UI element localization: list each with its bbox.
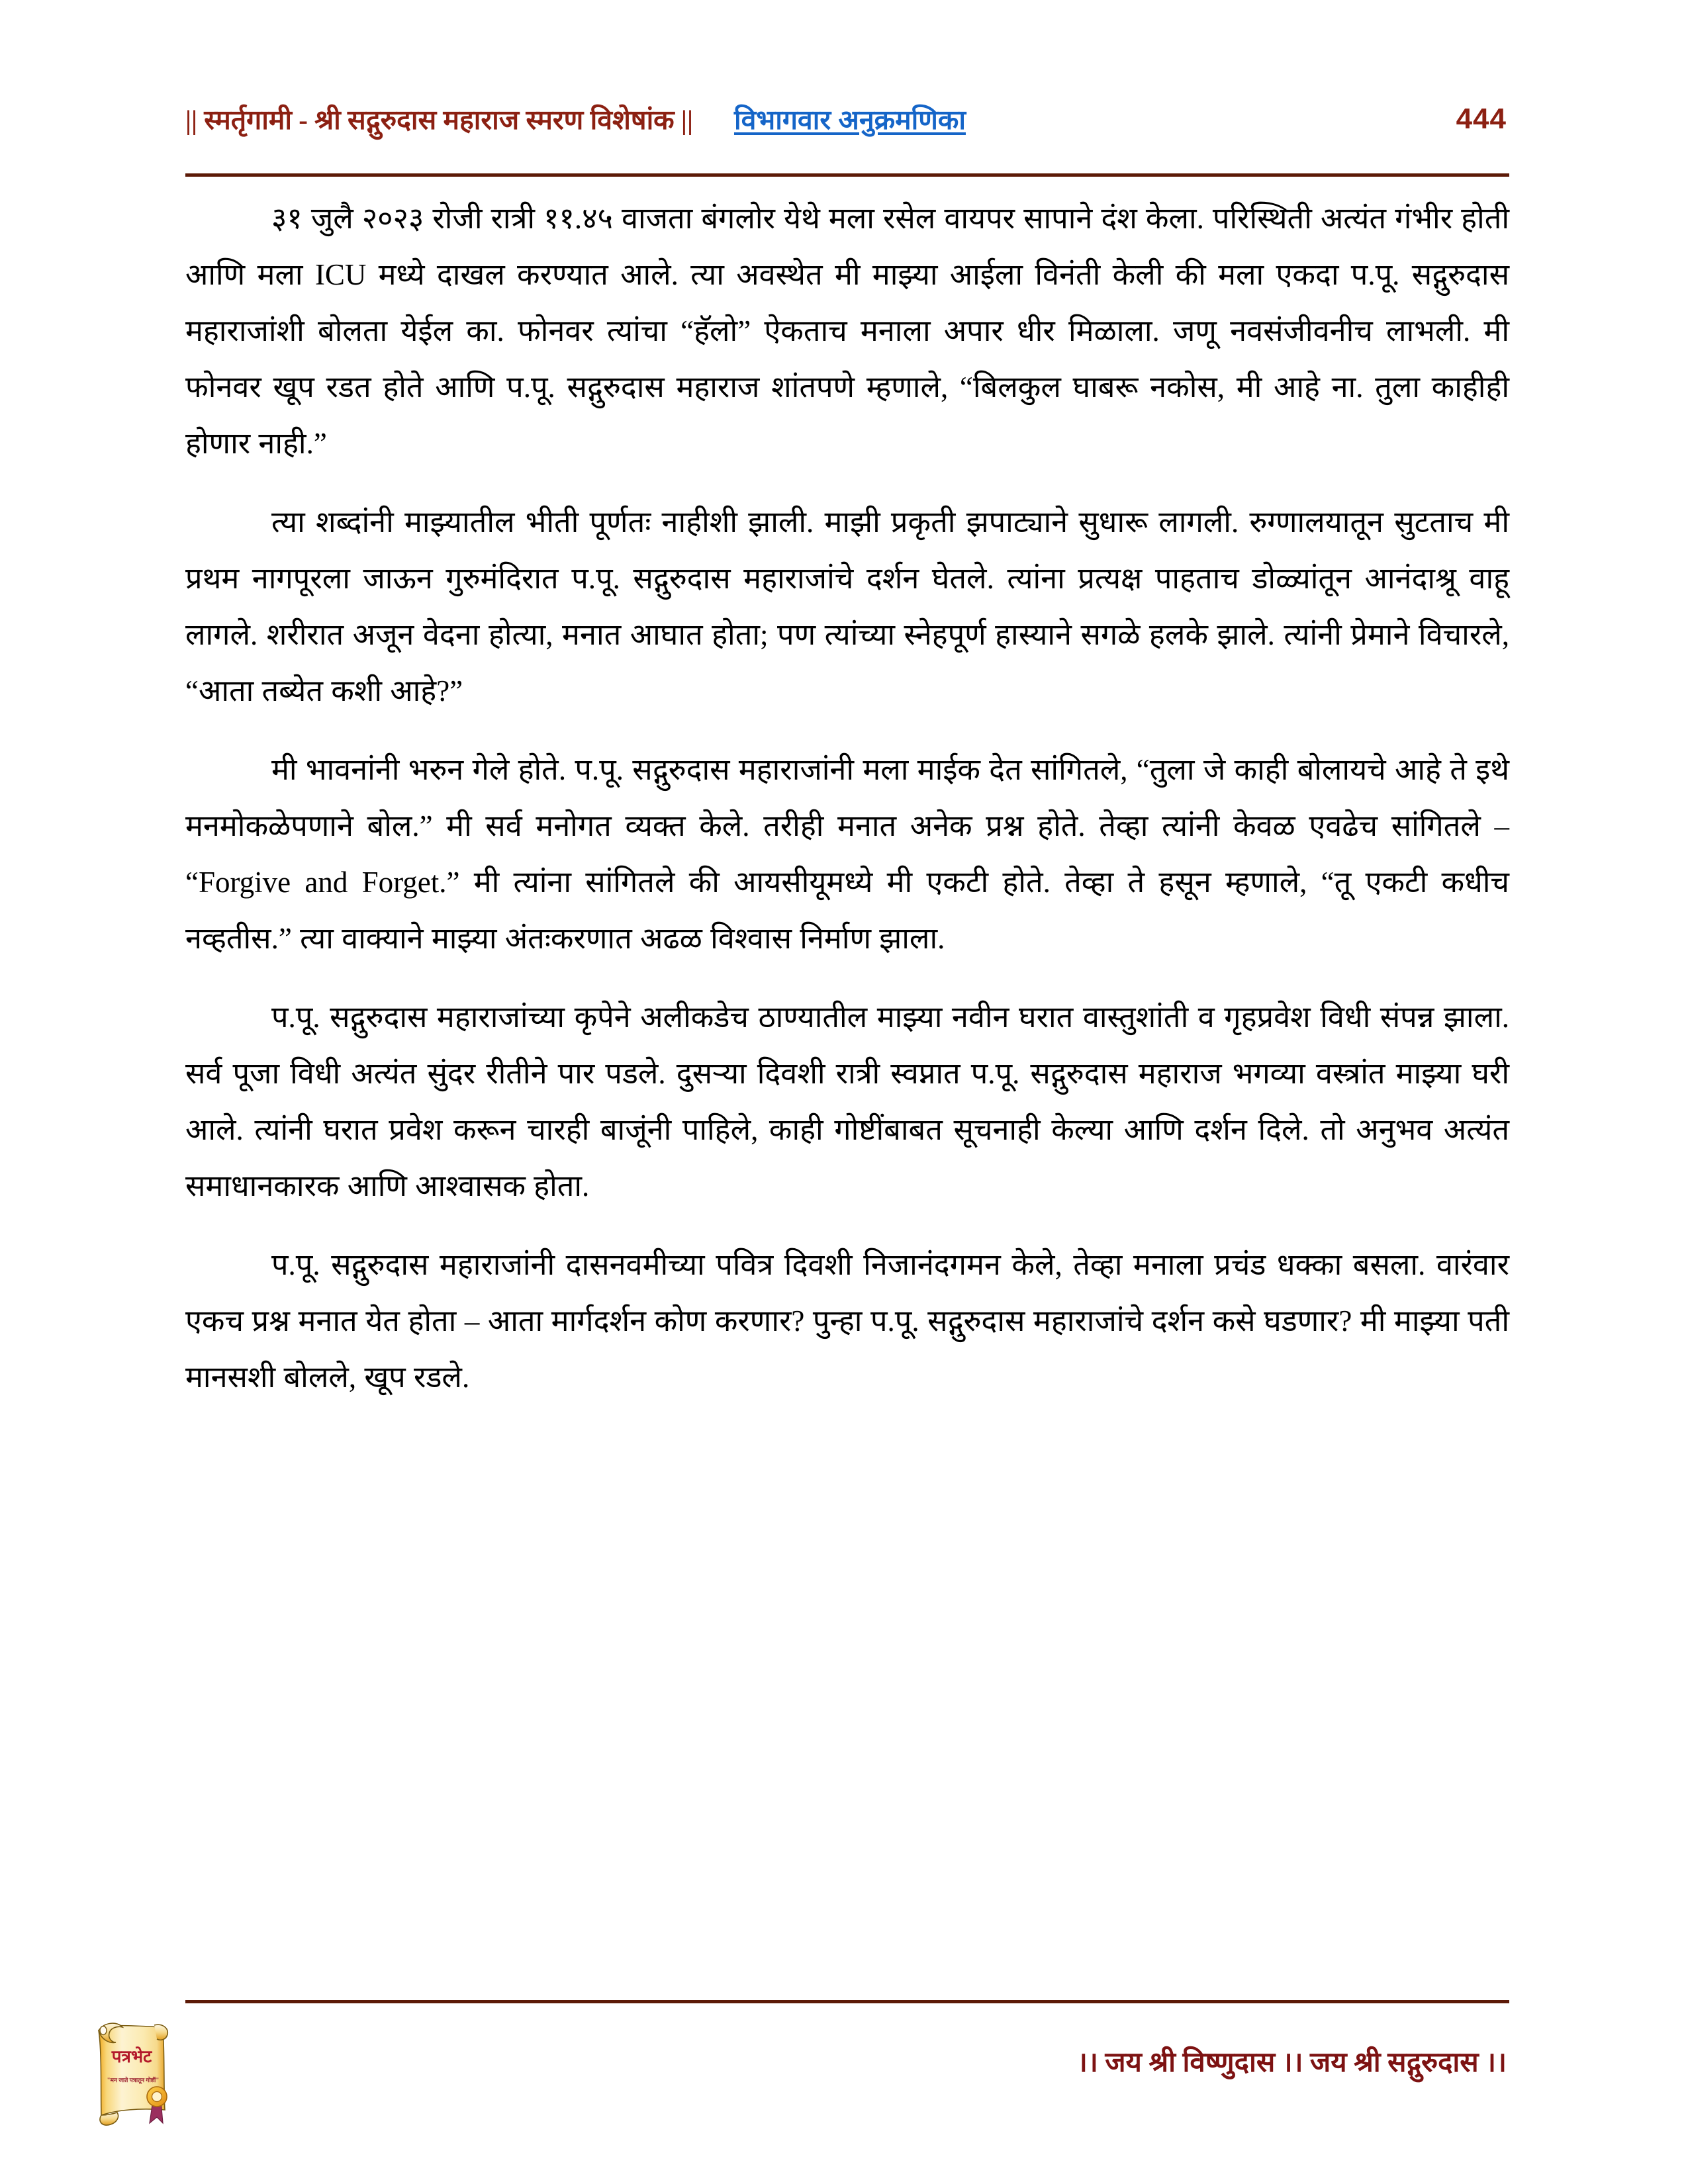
footer-blessing: ।। जय श्री विष्णुदास ।। जय श्री सद्गुरुदास ।।: [1077, 2048, 1507, 2078]
footer-divider: [185, 2000, 1509, 2003]
rosette-inner: [152, 2092, 162, 2102]
paragraph: ३१ जुलै २०२३ रोजी रात्री ११.४५ वाजता बंगलोर येथे मला रसेल वायपर सापाने दंश केला. परिस्थिती अत्यंत गंभीर होती आणि मला ICU मध्ये दाखल करण्यात आले. त्या अवस्थेत मी माझ्या आईला विनंती केली की मला एकदा प.पू. सद्गुरुदास महाराजांशी बोलता येईल का. फोनवर त्यांचा “हॅलो” ऐकताच मनाला अपार धीर मिळाला. जणू नवसंजीवनीच लाभली. मी फोनवर खूप रडत होते आणि प.पू. सद्गुरुदास महाराज शांतपणे म्हणाले, “बिलकुल घाबरू नकोस, मी आहे ना. तुला काहीही होणार नाही.”: [185, 202, 1509, 460]
index-link[interactable]: विभागवार अनुक्रमणिका: [733, 105, 966, 135]
paragraph: प.पू. सद्गुरुदास महाराजांच्या कृपेने अलीकडेच ठाण्यातील माझ्या नवीन घरात वास्तुशांती व गृहप्रवेश विधी संपन्न झाला. सर्व पूजा विधी अत्यंत सुंदर रीतीने पार पडले. दुसऱ्या दिवशी रात्री स्वप्नात प.पू. सद्गुरुदास महाराज भगव्या वस्त्रांत माझ्या घरी आले. त्यांनी घरात प्रवेश करून चारही बाजूंनी पाहिले, काही गोष्टींबाबत सूचनाही केल्या आणि दर्शन दिले. तो अनुभव अत्यंत समाधानकारक आणि आश्वासक होता.: [185, 1001, 1509, 1203]
header-title: || स्मर्तृगामी - श्री सद्गुरुदास महाराज स्मरण विशेषांक ||: [185, 105, 693, 135]
patrabhet-logo: [83, 2016, 182, 2128]
paragraph: मी भावनांनी भरुन गेले होते. प.पू. सद्गुरुदास महाराजांनी मला माईक देत सांगितले, “तुला जे काही बोलायचे आहे ते इथे मनमोकळेपणाने बोल.” मी सर्व मनोगत व्यक्त केले. तरीही मनात अनेक प्रश्न होते. तेव्हा त्यांनी केवळ एवढेच सांगितले – “Forgive and Forget.” मी त्यांना सांगितले की आयसीयूमध्ये मी एकटी होते. तेव्हा ते हसून म्हणाले, “तू एकटी कधीच नव्हतीस.” त्या वाक्याने माझ्या अंतःकरणात अढळ विश्वास निर्माण झाला.: [185, 753, 1509, 955]
page-header: [185, 89, 1509, 149]
page-footer: [107, 2011, 1509, 2136]
logo-word: पत्रभेट: [111, 2047, 152, 2066]
paragraph: त्या शब्दांनी माझ्यातील भीती पूर्णतः नाहीशी झाली. माझी प्रकृती झपाट्याने सुधारू लागली. रुग्णालयातून सुटताच मी प्रथम नागपूरला जाऊन गुरुमंदिरात प.पू. सद्गुरुदास महाराजांचे दर्शन घेतले. त्यांना प्रत्यक्ष पाहताच डोळ्यांतून आनंदाश्रू वाहू लागले. शरीरात अजून वेदना होत्या, मनात आघात होता; पण त्यांच्या स्नेहपूर्ण हास्याने सगळे हलके झाले. त्यांनी प्रेमाने विचारले, “आता तब्येत कशी आहे?”: [185, 506, 1509, 707]
paragraph: प.पू. सद्गुरुदास महाराजांनी दासनवमीच्या पवित्र दिवशी निजानंदगमन केले, तेव्हा मनाला प्रचंड धक्का बसला. वारंवार एकच प्रश्न मनात येत होता – आता मार्गदर्शन कोण करणार? पुन्हा प.पू. सद्गुरुदास महाराजांचे दर्शन कसे घडणार? मी माझ्या पती मानसशी बोलले, खूप रडले.: [185, 1248, 1509, 1394]
article-body: [185, 191, 1509, 1406]
page-number: 444: [1456, 103, 1507, 135]
header-divider: [185, 173, 1509, 177]
scroll-icon: [83, 2016, 182, 2128]
logo-tagline: "मन जाते पत्रातून गोष्टीं": [107, 2077, 160, 2083]
